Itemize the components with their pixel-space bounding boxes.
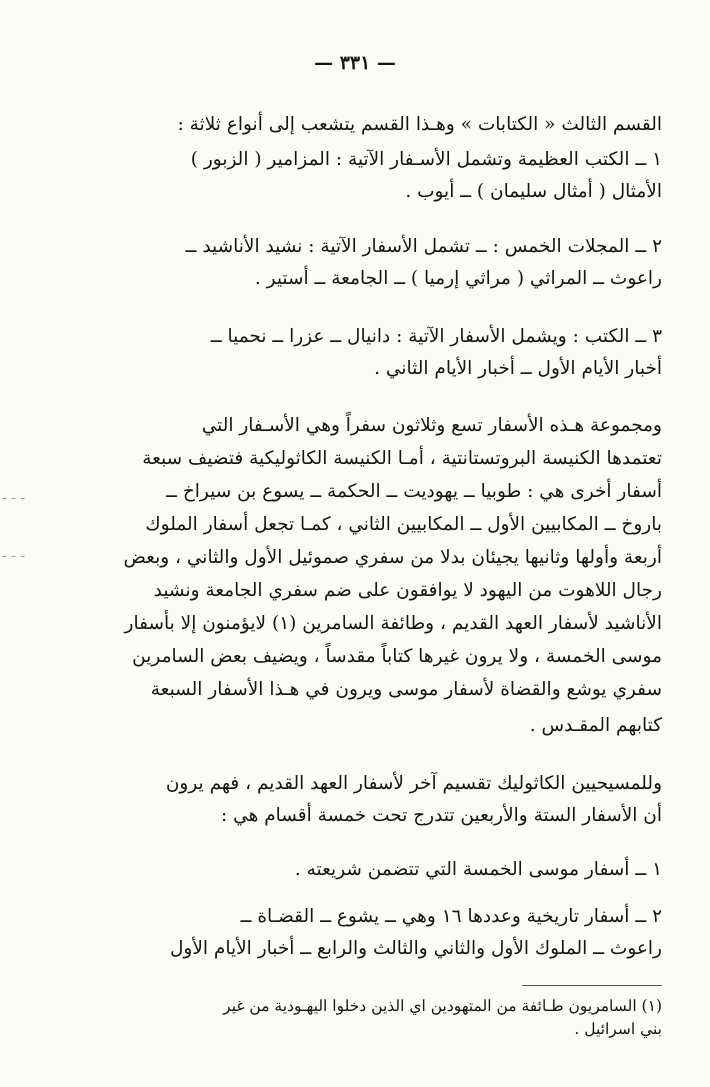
text-line: ٣ ــ الكتب : ويشمل الأسفار الآتية : دانيال ــ عزرا ــ نحميا ــ xyxy=(210,326,662,347)
page-number: — ٣٣١ — xyxy=(314,52,396,74)
text-line: راعوث ــ المراثي ( مراثي إرميا ) ــ الجامعة ــ أستير . xyxy=(254,268,662,289)
text-line: وللمسيحيين الكاثوليك تقسيم آخر لأسفار العهد القديم ، فهم يرون xyxy=(165,773,662,794)
text-line: رجال اللاهوت من اليهود لا يوافقون على ضم سفري الجامعة ونشيد xyxy=(153,580,662,601)
text-line: ومجموعة هـذه الأسفار تسع وثلاثون سفراً وهي الأسـفار التي xyxy=(201,415,662,436)
text-line: أخبار الأيام الأول ــ أخبار الأيام الثاني . xyxy=(374,358,662,379)
text-line: أسفار أخرى هي : طوبيا ــ يهوديت ــ الحكمة ــ يسوع بن سيراخ ــ xyxy=(166,481,662,502)
text-line: ١ ــ أسفار موسى الخمسة التي تتضمن شريعته . xyxy=(294,859,662,880)
text-line: باروخ ــ المكابيين الأول ــ المكابيين الثاني ، كمـا تجعل أسفار الملوك xyxy=(145,514,662,535)
margin-scan-mark: - - - xyxy=(2,490,26,506)
footnote-line: بني اسرائيل . xyxy=(574,1020,662,1038)
text-line: راعوث ــ الملوك الأول والثاني والثالث والرابع ــ أخبار الأيام الأول xyxy=(169,938,662,959)
text-line: ١ ــ الكتب العظيمة وتشمل الأسـفار الآتية : المزامير ( الزبور ) xyxy=(190,149,662,170)
text-line: سفري يوشع والقضاة لأسفار موسى ويرون في هـذا الأسفار السبعة xyxy=(150,679,662,700)
text-line: الأناشيد لأسفار العهد القديم ، وطائفة السامرين (١) لايؤمنون إلا بأسفار xyxy=(124,613,662,634)
text-line: القسم الثالث « الكتابات » وهـذا القسم يتشعب إلى أنواع ثلاثة : xyxy=(177,114,662,135)
text-line: ٢ ــ المجلات الخمس : ــ تشمل الأسفار الآتية : نشيد الأناشيد ــ xyxy=(185,236,662,257)
text-line: كتابهم المقـدس . xyxy=(529,715,662,736)
text-line: تعتمدها الكنيسة البروتستانتية ، أمـا الكنيسة الكاثوليكية فتضيف سبعة xyxy=(142,448,662,469)
footnote-line: (١) السامريون طـائفة من المتهودين اي الذين دخلوا اليهـودية من غير xyxy=(223,997,662,1015)
text-line: أن الأسفار الستة والأربعين تتدرج تحت خمسة أقسام هي : xyxy=(221,805,662,826)
margin-scan-mark: - - - xyxy=(2,548,26,564)
footnote-separator xyxy=(522,985,662,986)
text-line: ٢ ــ أسفار تاريخية وعددها ١٦ وهي ــ يشوع ــ القضـاة ــ xyxy=(240,906,662,927)
text-line: الأمثال ( أمثال سليمان ) ــ أيوب . xyxy=(405,181,662,202)
text-line: موسى الخمسة ، ولا يرون غيرها كتاباً مقدساً ، ويضيف بعض السامرين xyxy=(132,646,662,667)
text-line: أربعة وأولها وثانيها يجيئان بدلا من سفري صموئيل الأول والثاني ، وبعض xyxy=(123,547,662,568)
